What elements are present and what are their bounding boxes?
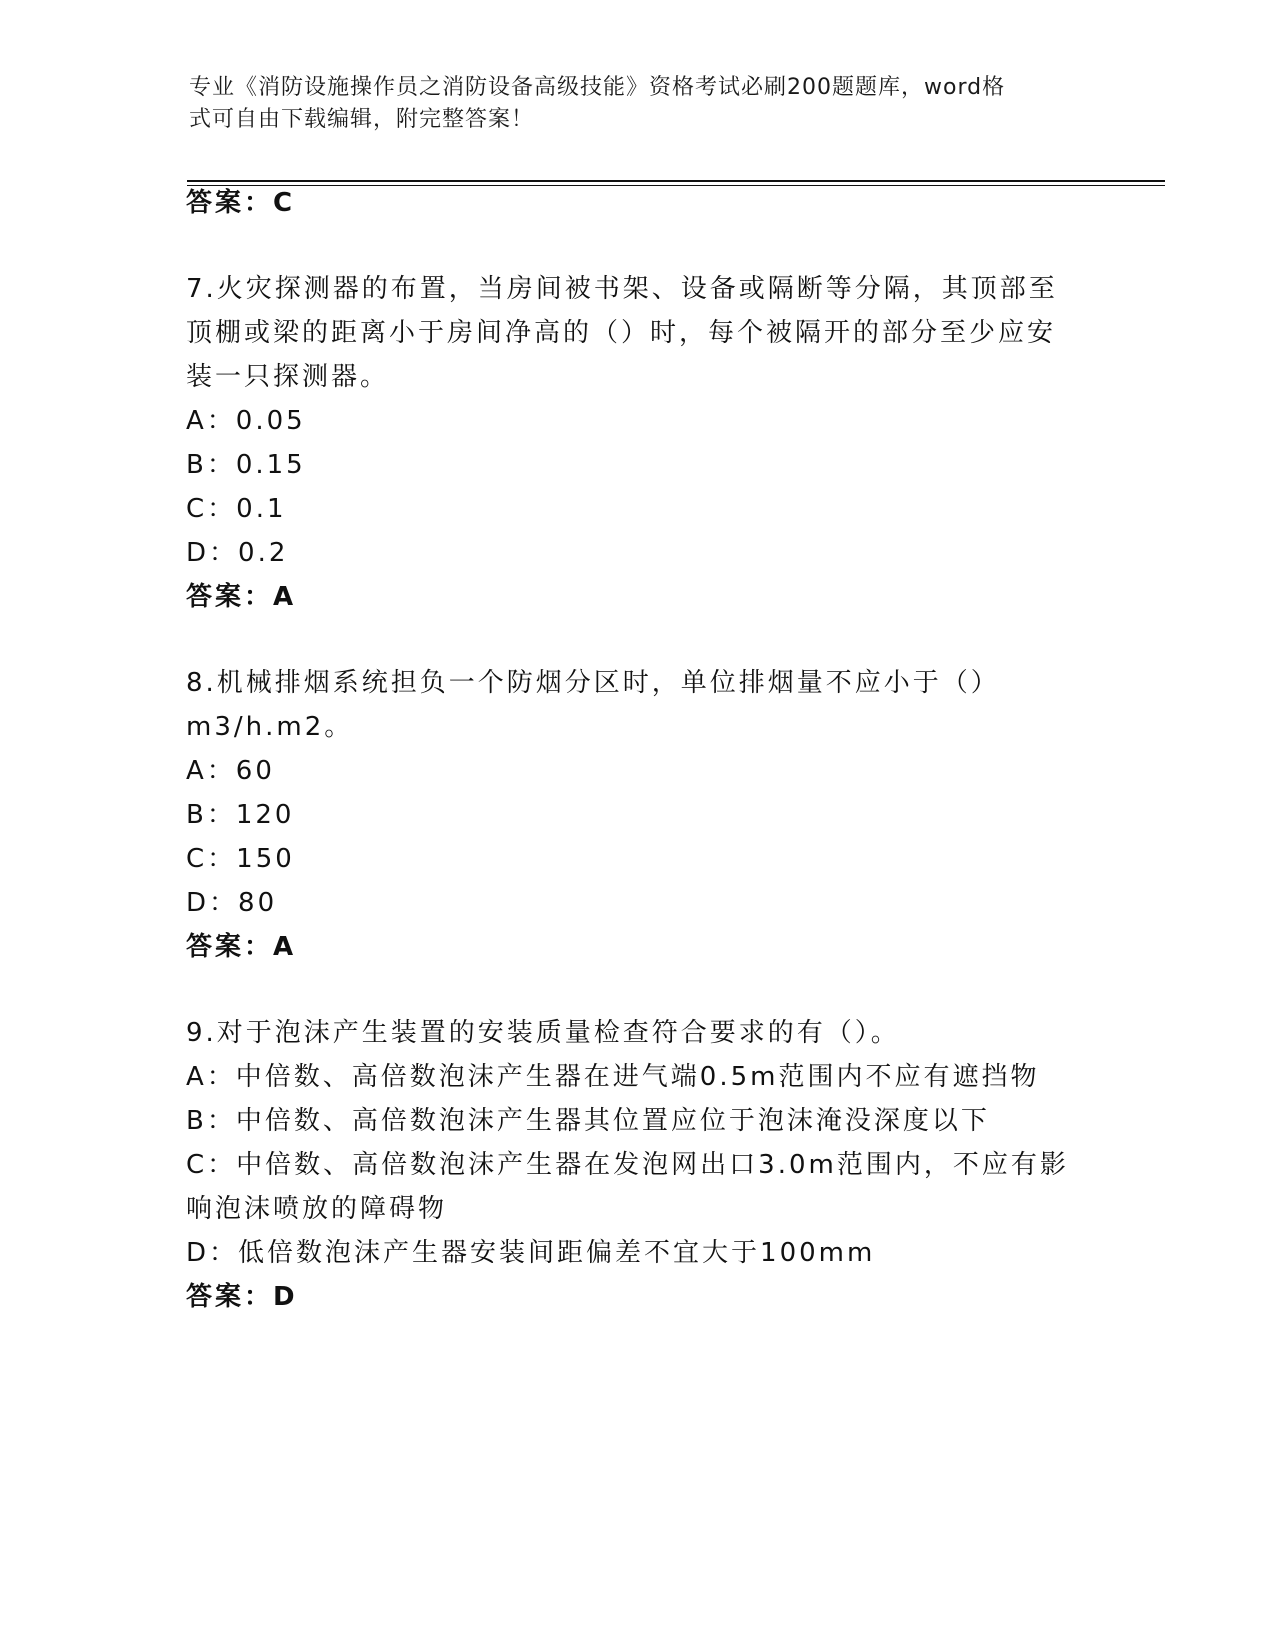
q8-option-c: C：150 [186, 844, 295, 874]
previous-answer: 答案：C [186, 188, 296, 218]
q7-option-d: D：0.2 [186, 538, 289, 568]
q8-option-b: B：120 [186, 800, 295, 830]
q9-option-a: A：中倍数、高倍数泡沫产生器在进气端0.5m范围内不应有遮挡物 [186, 1062, 1040, 1092]
q8-option-a: A：60 [186, 756, 275, 786]
document-header [189, 72, 1069, 136]
q9-answer: 答案：D [186, 1282, 298, 1312]
header-divider-thick [187, 180, 1165, 182]
q7-option-a: A：0.05 [186, 406, 306, 436]
q9-stem-line-1: 9.对于泡沫产生装置的安装质量检查符合要求的有（）。 [186, 1018, 900, 1048]
q7-option-c: C：0.1 [186, 494, 287, 524]
q9-option-d: D：低倍数泡沫产生器安装间距偏差不宜大于100mm [186, 1238, 876, 1268]
q7-stem-line-2: 顶棚或梁的距离小于房间净高的（）时，每个被隔开的部分至少应安 [186, 318, 1057, 348]
header-divider-thin [187, 185, 1165, 186]
q7-stem-line-3: 装一只探测器。 [186, 362, 390, 392]
q7-option-b: B：0.15 [186, 450, 306, 480]
q9-option-c-line-1: C：中倍数、高倍数泡沫产生器在发泡网出口3.0m范围内，不应有影 [186, 1150, 1069, 1180]
header-line-2: 式可自由下载编辑，附完整答案！ [189, 107, 535, 132]
q8-option-d: D：80 [186, 888, 278, 918]
q7-stem-line-1: 7.火灾探测器的布置，当房间被书架、设备或隔断等分隔，其顶部至 [186, 274, 1058, 304]
q9-option-b: B：中倍数、高倍数泡沫产生器其位置应位于泡沫淹没深度以下 [186, 1106, 990, 1136]
q9-option-c-line-2: 响泡沫喷放的障碍物 [186, 1194, 448, 1224]
q7-answer: 答案：A [186, 582, 297, 612]
q8-stem-line-2: m3/h.m2。 [186, 712, 354, 742]
header-line-1: 专业《消防设施操作员之消防设备高级技能》资格考试必刷200题题库，word格 [189, 75, 1006, 100]
q8-stem-line-1: 8.机械排烟系统担负一个防烟分区时，单位排烟量不应小于（） [186, 668, 1000, 698]
q8-answer: 答案：A [186, 932, 297, 962]
